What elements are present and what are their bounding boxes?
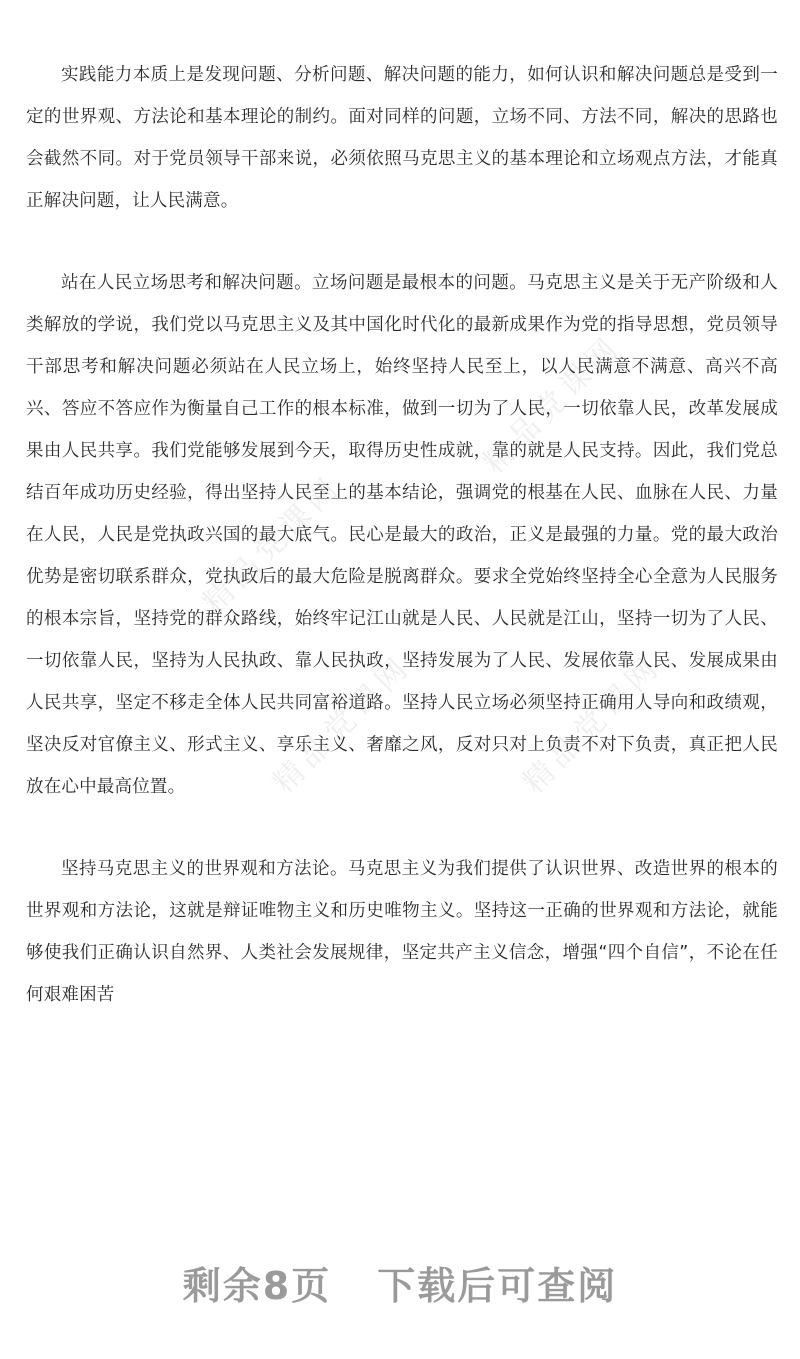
- watermark: 精品党课网: [266, 648, 419, 801]
- watermark: 精品党课网: [476, 328, 629, 481]
- remaining-pages-label: 剩余8页: [182, 1264, 332, 1308]
- paragraph-practice-ability: 实践能力本质上是发现问题、分析问题、解决问题的能力，如何认识和解决问题总是受到一定的世界观、方法论和基本理论的制约。面对同样的问题，立场不同、方法不同，解决的思路也会截然不同。对于党员领导干部来说，必须依照马克思主义的基本理论和立场观点方法，才能真正解决问题，让人民满意。: [26, 65, 778, 211]
- watermark: 精品党课网: [516, 648, 669, 801]
- paragraph-people-stance: 站在人民立场思考和解决问题。立场问题是最根本的问题。马克思主义是关于无产阶级和人类解放的学说，我们党以马克思主义及其中国化时代化的最新成果作为党的指导思想，党员领导干部思考和解决问题必须站在人民立场上，始终坚持人民至上，以人民满意不满意、高兴不高兴、答应不答应作为衡量自己工作的根本标准，做到一切为了人民，一切依靠人民，改革发展成果由人民共享。我们党能够发展到今天，取得历史性成就，靠的就是人民支持。因此，我们党总结百年成功历史经验，得出坚持人民至上的基本结论，强调党的根基在人民、血脉在人民、力量在人民，人民是党执政兴国的最大底气。民心是最大的政治，正义是最强的力量。党的最大政治优势是密切联系群众，党执政后的最大危险是脱离群众。要求全党始终坚持全心全意为人民服务的根本宗旨，坚持党的群众路线，始终牢记江山就是人民、人民就是江山，坚持一切为了人民、一切依靠人民，坚持为人民执政、靠人民执政，坚持发展为了人民、发展依靠人民、发展成果由人民共享，坚定不移走全体人民共同富裕道路。坚持人民立场必须坚持正确用人导向和政绩观，坚决反对官僚主义、形式主义、享乐主义、奢靡之风，反对只对上负责不对下负责，真正把人民放在心中最高位置。: [26, 273, 778, 797]
- paragraph-marxist-worldview: 坚持马克思主义的世界观和方法论。马克思主义为我们提供了认识世界、改造世界的根本的世界观和方法论，这就是辩证唯物主义和历史唯物主义。坚持这一正确的世界观和方法论，就能够使我们正确认识自然界、人类社会发展规律，坚定共产主义信念，增强“四个自信”，不论在任何艰难困苦: [26, 859, 778, 1005]
- download-prompt[interactable]: [0, 1255, 800, 1310]
- watermark: 精品党课网: [196, 468, 349, 621]
- document-body: [26, 54, 778, 1016]
- download-to-view-label: 下载后可查阅: [377, 1264, 618, 1308]
